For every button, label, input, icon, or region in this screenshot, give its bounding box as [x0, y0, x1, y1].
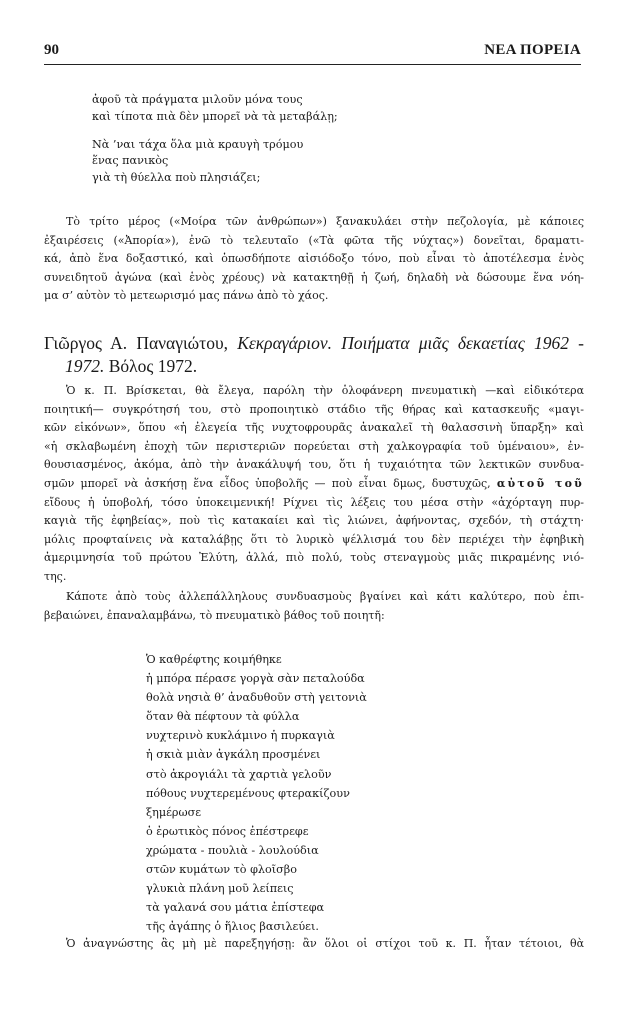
page-number: 90: [44, 42, 59, 58]
paragraph-line: ἀμεριμνησία τοῦ πρώτου Ἐλύτη, ἀλλά, πιὸ πολύ, τοὺς στεναγμοὺς μιᾶς πικραμένης νιό-: [44, 551, 584, 565]
poem-line: χρώματα - πουλιὰ - λουλούδια: [146, 843, 319, 857]
verse-line: ἕνας πανικὸς: [92, 154, 169, 168]
verse-line: γιὰ τὴ θύελλα ποὺ πλησιάζει;: [92, 171, 261, 185]
book-place: Βόλος 1972.: [108, 356, 198, 376]
verse-line: ἀφοῦ τὰ πράγματα μιλοῦν μόνα τους: [92, 93, 303, 106]
paragraph-review: [44, 382, 584, 587]
spaced-emphasis: αὐτοῦ τοῦ: [496, 476, 585, 490]
paragraph-line: Κάποτε ἀπὸ τοὺς ἀλλεπάλληλους συνδυασμοὺς βγαίνει καὶ κάτι καλύτερο, ποὺ ἐπι-: [66, 590, 584, 603]
poem-line: ἡ μπόρα πέρασε γοργὰ σὰν πεταλούδα: [146, 672, 365, 686]
book-title: Κεκραγάριον. Ποιήματα μιᾶς δεκαετίας 1962 -: [237, 333, 585, 353]
paragraph-reader: [44, 935, 584, 954]
poem-line: ἡ σκιὰ μιὰν ἀγκάλη προσμένει: [146, 748, 321, 762]
poem-line: Ὁ καθρέφτης κοιμήθηκε: [146, 653, 282, 666]
paragraph-line: Ὁ κ. Π. Βρίσκεται, θὰ ἔλεγα, παρόλη τὴν ὁλοφάνερη πνευματικὴ —καὶ εἰδικότερα: [66, 384, 584, 397]
paragraph-line: ἐξαιρέσεις («Ἀπορία»), ἐνῶ τὸ τελευταῖο («Τὰ φῶτα τῆς νύχτας») δονεῖται, δραματι-: [44, 233, 584, 247]
verse-top: [92, 92, 338, 187]
book-heading-line-2: [44, 355, 584, 378]
poem-line: στῶν κυμάτων τὸ φλοῖσβο: [146, 863, 297, 877]
paragraph-line: κά, ἀπὸ ἕνα δοξαστικό, καὶ ὁπωσδήποτε αἰσιόδοξο τόνο, ποὺ εἶναι τὸ ἀποτέλεσμα ἑνὸς: [44, 252, 584, 266]
paragraph-line: Ὁ ἀναγνώστης ἂς μὴ μὲ παρεξηγήσῃ: ἂν ὅλοι οἱ στίχοι τοῦ κ. Π. ἦταν τέτοιοι, θὰ: [66, 937, 584, 950]
verse-line: καὶ τίποτα πιὰ δὲν μπορεῖ νὰ τὰ μεταβάλῃ;: [92, 109, 338, 123]
paragraph-line: θουσιασμένος, ἀκόμα, ἀπὸ τὴν ἀνακάλυψή του, ὅτι ἡ τυχαιότητα τῶν λεκτικῶν συνδυα-: [44, 458, 584, 472]
paragraph-third-part: [44, 213, 584, 306]
poem-line: τὰ γαλανά σου μάτια ἐπίστεφα: [146, 901, 325, 915]
paragraph-line-emphasis: [44, 475, 584, 494]
paragraph-line: μα σ’ αὐτὸν τὸ μετεωρισμό μας πάνω ἀπὸ τὸ χάος.: [44, 289, 329, 303]
stanza-gap: [92, 126, 338, 137]
paragraph-line: μόλις προφταίνεις νὰ καταλάβῃς ὅτι τὸ λυρικὸ ψέλλισμά του δὲν περιέχει τὴν ἐφηβικὴ: [44, 532, 584, 546]
page-header: [44, 42, 581, 64]
header-rule: [44, 64, 581, 65]
paragraph-line: εἴδους ἡ ὑποβολή, τόσο ὑποκειμενική! Ρίχνει τὶς λέξεις του μέσα στὴν «ἀχόρταγη πυρ-: [44, 495, 584, 509]
book-review-heading: [44, 332, 584, 378]
book-heading-line-1: [44, 332, 584, 355]
line-text: σμῶν μπορεῖ νὰ ἀσκήσῃ ἕνα εἶδος ὑποβολῆς — ποὺ εἶναι δμως, δυστυχῶς,: [44, 476, 491, 490]
poem-line: στὸ ἀκρογιάλι τὰ χαρτιὰ γελοῦν: [146, 767, 332, 781]
paragraph-line: κῶν εἰκόνων», ὅπου «ἡ ἐλεγεία τῆς νυχτοφρουρᾶς ἀνακαλεῖ τὴ θαλασσινὴ ὕπαρξη» καὶ: [44, 421, 584, 435]
poem-line: τῆς ἀγάπης ὁ ἥλιος βασιλεύει.: [146, 920, 319, 934]
paragraph-line: Τὸ τρίτο μέρος («Μοίρα τῶν ἀνθρώπων») ξανακυλάει στὴν πεζολογία, μὲ κάποιες: [66, 215, 584, 228]
paragraph-line: της.: [44, 569, 67, 583]
paragraph-line: καγιὰ τῆς ἐφηβείας», ποὺ τὶς κατακαίει καὶ τὶς λιώνει, ἀφήνοντας, σχεδόν, τὴ στάχτη·: [44, 514, 584, 528]
poem-line: νυχτερινὸ κυκλάμινο ἡ πυρκαγιὰ: [146, 729, 335, 743]
paragraph-line: ποιητική— συγκρότησή του, στὸ προποιητικὸ στάδιο τῆς θήρας καὶ κατασκευῆς «μαγι-: [44, 402, 584, 416]
poem-line: ξημέρωσε: [146, 805, 202, 819]
book-years: 1972.: [65, 356, 105, 376]
poem-line: θολὰ νησιὰ θ’ ἀναδυθοῦν στὴ γειτονιὰ: [146, 691, 367, 705]
poem-line: ὅταν θὰ πέφτουν τὰ φύλλα: [146, 710, 300, 724]
paragraph-better: [44, 588, 584, 625]
poem-line: γλυκιὰ πλάνη μοῦ λείπεις: [146, 882, 294, 896]
paragraph-line: βεβαιώνει, ἐπαναλαμβάνω, τὸ πνευματικὸ βάθος τοῦ ποιητῆ:: [44, 608, 385, 622]
paragraph-line: «ἡ σκλαβωμένη ἐποχὴ τῶν περιστεριῶν πορεύεται στὴ χαλκογραφία τοῦ ὑμέναιου», ἐν-: [44, 439, 584, 453]
poem-line: ὁ ἐρωτικὸς πόνος ἐπέστρεφε: [146, 824, 309, 838]
verse-line: Νὰ ’ναι τάχα ὅλα μιὰ κραυγὴ τρόμου: [92, 137, 304, 151]
poem-quote: [146, 650, 367, 936]
paragraph-line: συνειδητοῦ ἀγώνα (καὶ ἑνὸς χρέους) νὰ κατακτηθῇ ἡ ζωή, δηλαδὴ νὰ δώσουμε ἕνα νόη-: [44, 270, 584, 284]
running-head: ΝΕΑ ΠΟΡΕΙΑ: [484, 42, 581, 58]
book-author: Γιῶργος Α. Παναγιώτου,: [44, 333, 228, 353]
poem-line: πόθους νυχτερεμένους φτερακίζουν: [146, 786, 350, 800]
